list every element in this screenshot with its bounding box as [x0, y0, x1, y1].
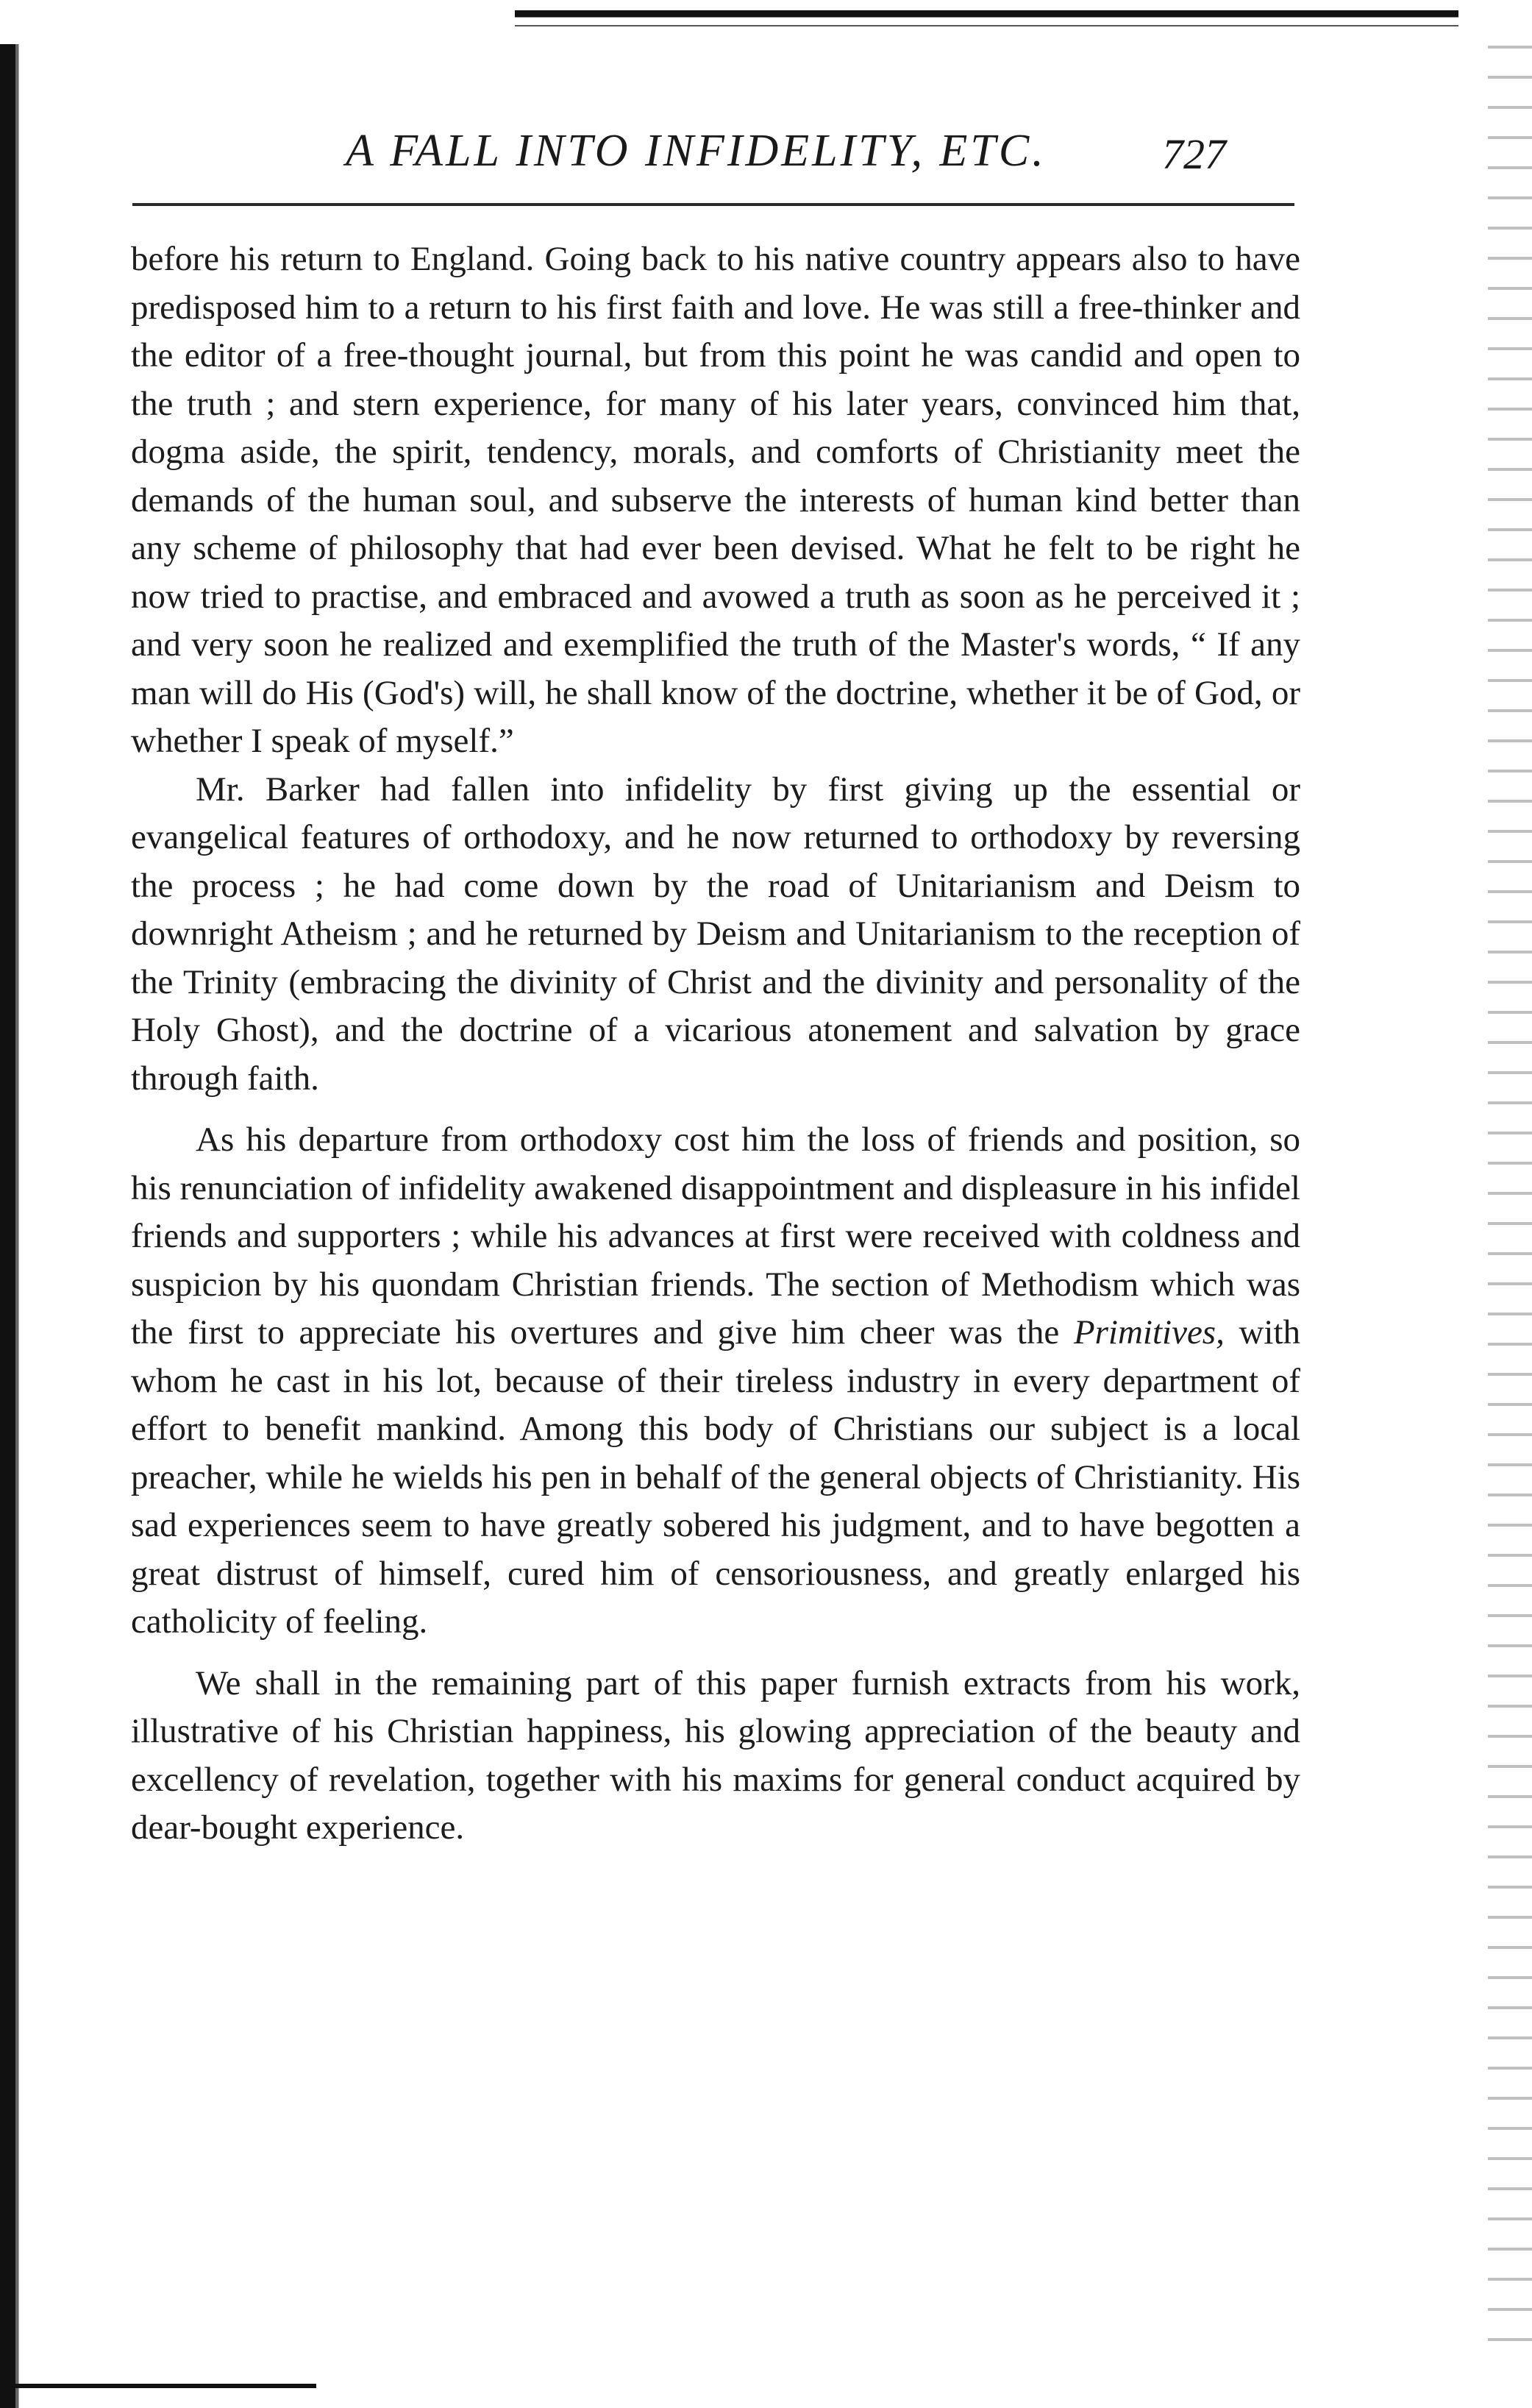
- page-body: [131, 235, 1300, 1853]
- paragraph-1: before his return to England. Going back to his native country appears also to have predisposed him to a return to his first faith and love. He was still a free-thinker and the editor of a free-thought journal, but from this point he was candid and open to the truth ; and stern experience, for many of his later years, convinced him that, dogma aside, the spirit, tendency, morals, and comforts of Christianity meet the demands of the human soul, and subserve the interests of human kind better than any scheme of philosophy that had ever been devised. What he felt to be right he now tried to practise, and embraced and avowed a truth as soon as he perceived it ; and very soon he realized and exemplified the truth of the Master's words, “ If any man will do His (God's) will, he shall know of the doctrine, whether it be of God, or whether I speak of myself.”: [131, 240, 1300, 760]
- paragraph-2: Mr. Barker had fallen into infidelity by first giving up the essential or evangelical features of orthodoxy, and he now returned to orthodoxy by reversing the process ; he had come down by the road of Unitarianism and Deism to downright Atheism ; and he returned by Deism and Unitarianism to the reception of the Trinity (embracing the divinity of Christ and the divinity and personality of the Holy Ghost), and the doctrine of a vicarious atonement and salvation by grace through faith.: [131, 770, 1300, 1098]
- primitives-italic: Primitives,: [1073, 1313, 1225, 1352]
- page-header: [132, 110, 1309, 191]
- paragraph-3-text-a: As his departure from orthodoxy cost him the loss of friends and position, so his renunciation of infidelity awakened disappointment and displeasure in his infidel friends and supporters ; while his advances at first were received with coldness and suspicion by his quondam Christian friends. The section of Methodism which was the first to appreciate his overtures and give him cheer was the: [131, 1120, 1300, 1352]
- page-number: 727: [1162, 130, 1226, 178]
- paragraph-3-text-b: with whom he cast in his lot, because of their tireless industry in every department of effort to benefit mankind. Among this body of Christians our subject is a local preacher, while he wields his pen in behalf of the general objects of Christianity. His sad experiences seem to have greatly sobered his judgment, and to have begotten a great distrust of himself, cured him of censoriousness, and greatly enlarged his catholicity of feeling.: [131, 1313, 1301, 1641]
- top-scan-border: [515, 10, 1458, 22]
- paragraph-3: [131, 1116, 1300, 1647]
- header-rule: [132, 203, 1294, 206]
- bottom-scan-edge: [0, 2384, 316, 2388]
- left-scan-edge: [0, 44, 22, 2408]
- paragraph-4: We shall in the remaining part of this paper furnish extracts from his work, illustrative of his Christian happiness, his glowing appreciation of the beauty and excellency of revelation, together with his maxims for general conduct acquired by dear-bought experience.: [131, 1663, 1300, 1847]
- right-scan-edge: [1488, 29, 1532, 2354]
- top-scan-border-thin: [515, 25, 1458, 26]
- running-head: A FALL INTO INFIDELITY, ETC.: [346, 126, 1047, 176]
